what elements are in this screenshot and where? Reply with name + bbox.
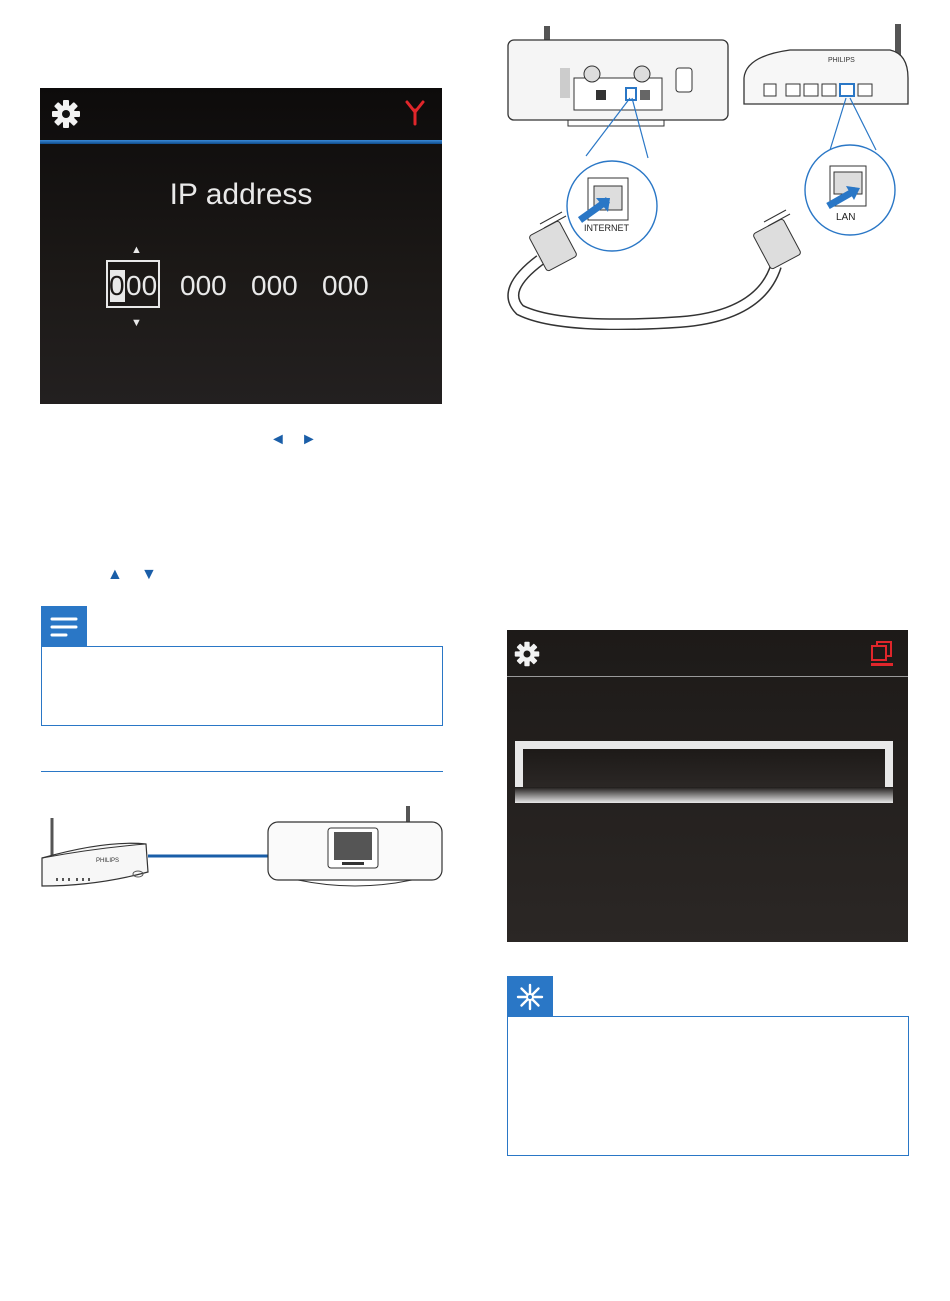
network-status-screen	[507, 630, 908, 942]
gear-icon	[513, 640, 541, 668]
down-arrow-icon: ▼	[141, 566, 157, 583]
screen-topbar	[40, 88, 442, 140]
ip-address-title: IP address	[169, 178, 313, 211]
section-divider	[41, 771, 443, 772]
up-arrow-icon: ▲	[107, 566, 123, 583]
asterisk-icon	[515, 982, 545, 1012]
spin-up-arrow[interactable]: ▲	[131, 244, 142, 256]
note-box	[41, 646, 443, 726]
router-brand: PHILIPS	[96, 858, 120, 864]
selected-row[interactable]	[523, 749, 885, 787]
right-arrow-icon: ►	[301, 431, 317, 448]
network-icon	[869, 640, 895, 668]
gear-icon	[50, 98, 82, 130]
device-back-panel	[508, 26, 728, 126]
ethernet-cable-illustration	[513, 210, 801, 324]
cursor-digit: 0	[109, 270, 125, 301]
screen-header-separator	[507, 676, 908, 677]
streamer-illustration	[268, 806, 442, 886]
lan-port-label: LAN	[836, 212, 856, 223]
lan-port-zoom	[805, 145, 895, 235]
tip-box	[507, 1016, 909, 1156]
internet-port-zoom	[567, 161, 657, 251]
wired-connection-diagram	[36, 800, 448, 896]
spin-down-arrow[interactable]: ▼	[131, 317, 142, 329]
antenna-icon	[404, 100, 426, 126]
octet-1-rest: 00	[126, 270, 158, 301]
left-arrow-icon: ◄	[270, 431, 286, 448]
router-back-brand: PHILIPS	[828, 57, 855, 64]
tip-tab	[507, 976, 553, 1016]
lan-cable-diagram	[500, 20, 920, 330]
octet-4[interactable]: 000	[322, 270, 369, 301]
ip-address-screen	[40, 88, 442, 404]
note-tab	[41, 606, 87, 646]
screen-header-line	[40, 140, 442, 144]
selected-row-reflection	[515, 787, 893, 803]
note-icon	[50, 616, 78, 638]
internet-port-label: INTERNET	[584, 223, 629, 233]
octet-2[interactable]: 000	[180, 270, 227, 301]
octet-3[interactable]: 000	[251, 270, 298, 301]
router-back-panel	[744, 24, 908, 104]
router-illustration	[42, 818, 148, 886]
